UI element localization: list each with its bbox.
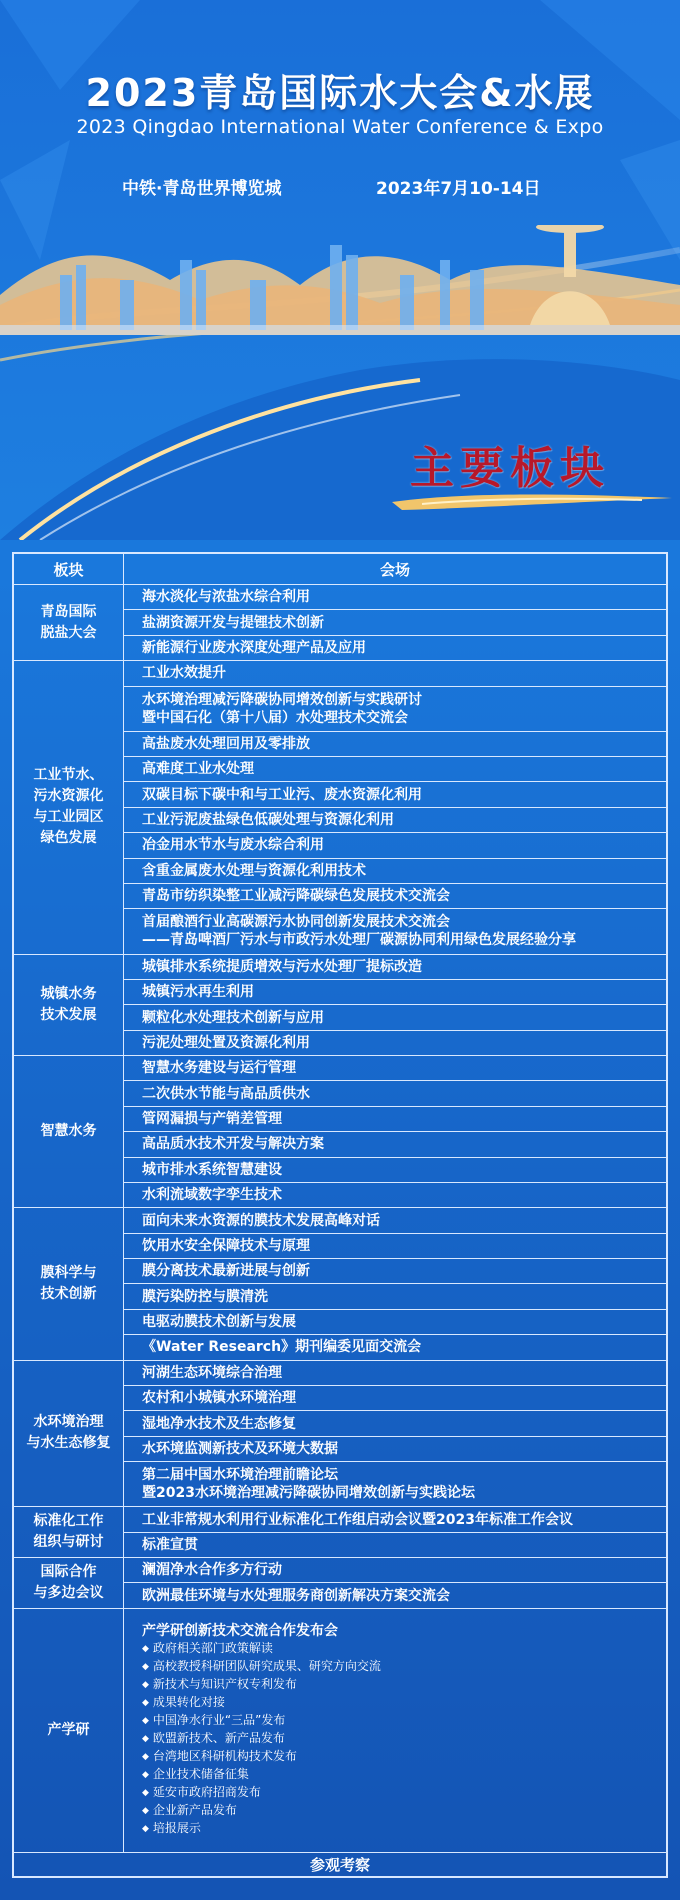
list-item: ◆ 新技术与知识产权专利发布 [142,1676,666,1694]
page-title: 2023青岛国际水大会&水展 [85,71,595,115]
city-skyline-illustration [0,225,680,335]
session-item: 新能源行业废水深度处理产品及应用 [124,635,667,660]
table-row [14,1360,667,1385]
session-item: 膜污染防控与膜清洗 [124,1284,667,1309]
session-item: 膜分离技术最新进展与创新 [124,1259,667,1284]
table-row [14,585,667,610]
section-category: 智慧水务 [14,1056,124,1208]
table-row [14,1208,667,1233]
session-item: 污泥处理处置及资源化利用 [124,1030,667,1055]
list-item: ◆ 延安市政府招商发布 [142,1784,666,1802]
session-item: 高品质水技术开发与解决方案 [124,1132,667,1157]
session-item: 电驱动膜技术创新与发展 [124,1309,667,1334]
section-category: 城镇水务 技术发展 [14,954,124,1056]
session-item: 双碳目标下碳中和与工业污、废水资源化利用 [124,782,667,807]
session-item: 含重金属废水处理与资源化利用技术 [124,858,667,883]
list-item: ◆ 培报展示 [142,1820,666,1838]
session-item: 工业水效提升 [124,661,667,686]
session-item: 高盐废水处理回用及零排放 [124,731,667,756]
hero-banner [0,0,680,540]
column-header-venue: 会场 [124,554,667,585]
section-category: 水环境治理 与水生态修复 [14,1360,124,1507]
industry-title: 产学研创新技术交流合作发布会 [142,1623,338,1640]
session-item: 盐湖资源开发与提锂技术创新 [124,610,667,635]
session-item: 湿地净水技术及生态修复 [124,1411,667,1436]
session-item: 水利流域数字孪生技术 [124,1182,667,1207]
section-category: 膜科学与 技术创新 [14,1208,124,1360]
session-item: 面向未来水资源的膜技术发展高峰对话 [124,1208,667,1233]
session-item: 《Water Research》期刊编委见面交流会 [124,1335,667,1360]
session-item: 农村和小城镇水环境治理 [124,1385,667,1410]
session-item: 青岛市纺织染整工业减污降碳绿色发展技术交流会 [124,883,667,908]
list-item: ◆ 欧盟新技术、新产品发布 [142,1730,666,1748]
section-category: 国际合作 与多边会议 [14,1558,124,1609]
session-item: 首届酿酒行业高碳源污水协同创新发展技术交流会 ——青岛啤酒厂污水与市政污水处理厂碳源协同利用绿色发展经验分享 [124,909,667,954]
industry-bullet-list [142,1640,666,1838]
section-category: 产学研 [14,1608,124,1852]
list-item: ◆ 企业技术储备征集 [142,1766,666,1784]
session-table [12,552,668,1878]
list-item: ◆ 企业新产品发布 [142,1802,666,1820]
session-item: 工业非常规水利用行业标准化工作组启动会议暨2023年标准工作会议 [124,1507,667,1532]
session-item: 饮用水安全保障技术与原理 [124,1233,667,1258]
page-subtitle: 2023 Qingdao International Water Conference & Expo [76,116,604,138]
table-row [14,1558,667,1583]
session-item [124,1608,667,1852]
table-row [14,661,667,686]
list-item: ◆ 成果转化对接 [142,1694,666,1712]
session-item: 智慧水务建设与运行管理 [124,1056,667,1081]
list-item: ◆ 高校教授科研团队研究成果、研究方向交流 [142,1658,666,1676]
session-item: 工业污泥废盐绿色低碳处理与资源化利用 [124,807,667,832]
session-item: 城镇污水再生利用 [124,979,667,1004]
section-category: 工业节水、 污水资源化 与工业园区 绿色发展 [14,661,124,954]
list-item: ◆ 中国净水行业“三品”发布 [142,1712,666,1730]
table-row [14,1608,667,1852]
date-text: 2023年7月10-14日 [376,179,541,199]
venue-text: 中铁·青岛世界博览城 [122,179,282,199]
session-item: 管网漏损与产销差管理 [124,1106,667,1131]
table-row [14,1507,667,1532]
section-heading: 主要板块 [410,443,610,494]
column-header-section: 板块 [14,554,124,585]
session-item: 欧洲最佳环境与水处理服务商创新解决方案交流会 [124,1583,667,1608]
session-item: 河湖生态环境综合治理 [124,1360,667,1385]
session-item: 城市排水系统智慧建设 [124,1157,667,1182]
session-item: 二次供水节能与高品质供水 [124,1081,667,1106]
list-item: ◆ 政府相关部门政策解读 [142,1640,666,1658]
session-item: 颗粒化水处理技术创新与应用 [124,1005,667,1030]
section-category: 标准化工作 组织与研讨 [14,1507,124,1558]
gold-brush-stroke [392,488,672,512]
session-item: 城镇排水系统提质增效与污水处理厂提标改造 [124,954,667,979]
session-item: 水环境治理减污降碳协同增效创新与实践研讨 暨中国石化（第十八届）水处理技术交流会 [124,686,667,731]
table-row [14,954,667,979]
session-item: 海水淡化与浓盐水综合利用 [124,585,667,610]
session-item: 高难度工业水处理 [124,757,667,782]
list-item: ◆ 台湾地区科研机构技术发布 [142,1748,666,1766]
table-row [14,1852,667,1876]
session-item: 第二届中国水环境治理前瞻论坛 暨2023水环境治理减污降碳协同增效创新与实践论坛 [124,1462,667,1507]
site-visit-row: 参观考察 [14,1852,667,1876]
section-category: 青岛国际 脱盐大会 [14,585,124,661]
table-row [14,1056,667,1081]
session-item: 标准宣贯 [124,1532,667,1557]
session-item: 冶金用水节水与废水综合利用 [124,833,667,858]
session-item: 水环境监测新技术及环境大数据 [124,1436,667,1461]
session-item: 澜湄净水合作多方行动 [124,1558,667,1583]
